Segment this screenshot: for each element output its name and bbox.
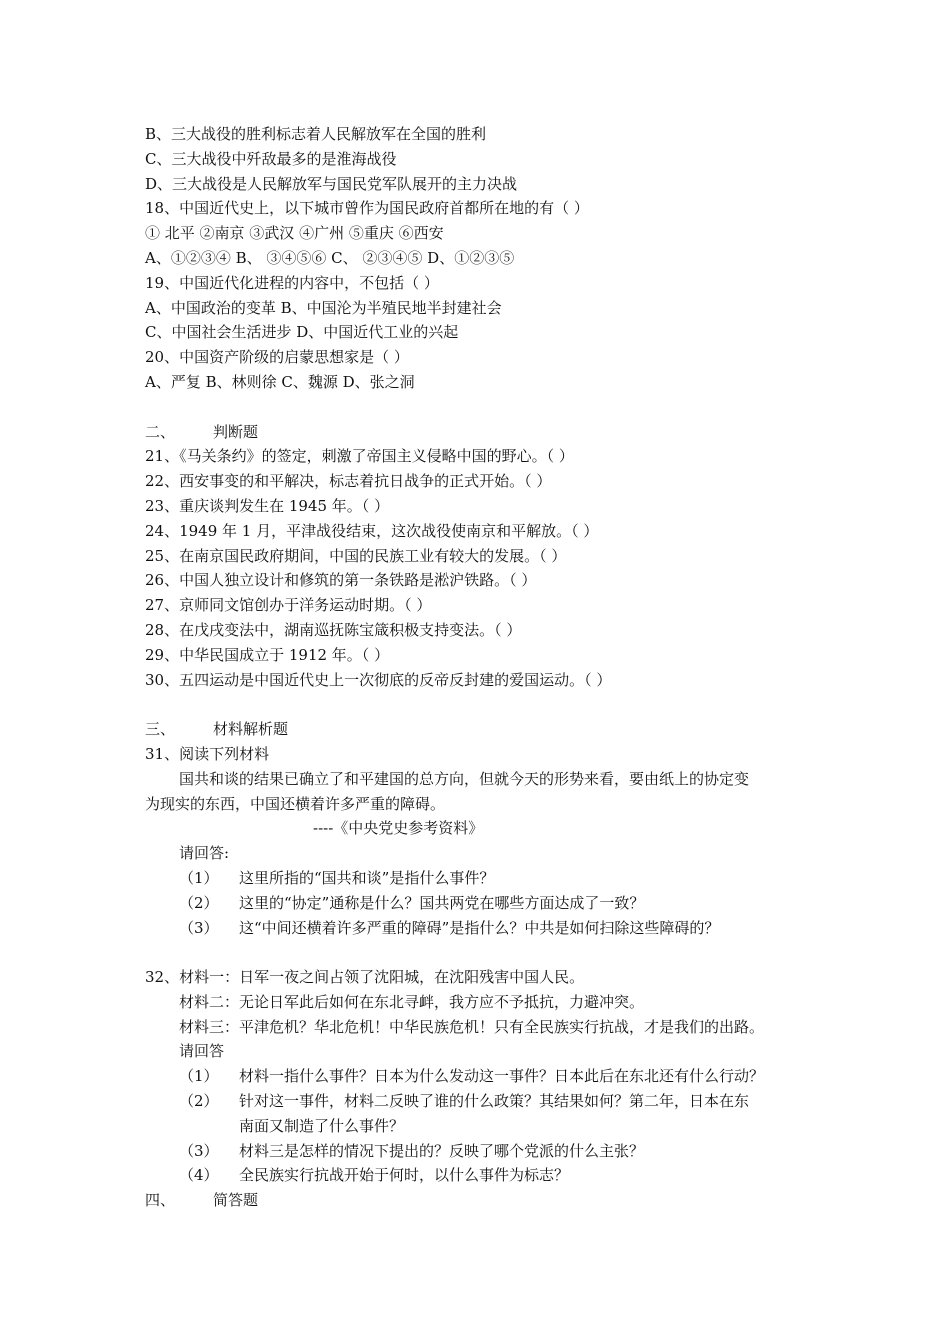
subquestion-text: 这里所指的“国共和谈”是指什么事件？ — [239, 868, 495, 887]
q19-options-cd: C、中国社会生活进步 D、中国近代工业的兴起 — [145, 323, 459, 342]
q31-subquestion — [145, 866, 825, 891]
q31-material-line-2: 为现实的东西，中国还横着许多严重的障碍。 — [145, 794, 446, 813]
judgment-item: 24、1949 年 1 月，平津战役结束，这次战役使南京和平解放。（ ） — [145, 521, 599, 540]
q19-stem: 19、中国近代化进程的内容中，不包括（ ） — [145, 273, 439, 292]
judgment-item: 26、中国人独立设计和修筑的第一条铁路是淞沪铁路。（ ） — [145, 571, 537, 590]
section-heading-material — [145, 717, 825, 742]
q18-stem: 18、中国近代史上，以下城市曾作为国民政府首都所在地的有（ ） — [145, 199, 589, 218]
section-number: 三、 — [145, 720, 176, 739]
q32-material-2: 材料二：无论日军此后如何在东北寻衅，我方应不予抵抗，力避冲突。 — [179, 992, 645, 1011]
subquestion-number: （1） — [179, 1067, 219, 1086]
q18-options: A、①②③④ B、 ③④⑤⑥ C、 ②③④⑤ D、①②③⑤ — [145, 248, 515, 267]
section-title: 判断题 — [213, 422, 259, 441]
q31-subquestion — [145, 916, 825, 941]
spacer — [145, 940, 825, 965]
spacer — [145, 395, 825, 420]
q32-subquestion — [145, 1139, 825, 1164]
subquestion-number: （1） — [179, 868, 219, 887]
document-page — [145, 122, 825, 1213]
section-heading-short-answer — [145, 1188, 825, 1213]
judgment-item: 25、在南京国民政府期间，中国的民族工业有较大的发展。（ ） — [145, 546, 567, 565]
q32-material-3: 材料三：平津危机？华北危机！中华民族危机！只有全民族实行抗战，才是我们的出路。 — [179, 1017, 765, 1036]
q32-subquestion — [145, 1163, 825, 1188]
section-number: 四、 — [145, 1191, 176, 1210]
q32-subquestion — [145, 1064, 825, 1089]
section-title: 简答题 — [213, 1191, 259, 1210]
judgment-item: 28、在戊戌变法中，湖南巡抚陈宝箴积极支持变法。（ ） — [145, 620, 522, 639]
subquestion-text: 材料一指什么事件？日本为什么发动这一事件？日本此后在东北还有什么行动？ — [239, 1067, 765, 1086]
subquestion-text: 这“中间还横着许多严重的障碍”是指什么？中共是如何扫除这些障碍的？ — [239, 918, 720, 937]
judgment-item: 23、重庆谈判发生在 1945 年。（ ） — [145, 496, 390, 515]
q32-subquestion — [145, 1089, 825, 1114]
q19-options-ab: A、中国政治的变革 B、中国沦为半殖民地半封建社会 — [145, 298, 502, 317]
judgment-item: 29、中华民国成立于 1912 年。（ ） — [145, 645, 390, 664]
judgment-item: 27、京师同文馆创办于洋务运动时期。（ ） — [145, 596, 432, 615]
q32-ask: 请回答 — [179, 1042, 225, 1061]
subquestion-number: （3） — [179, 918, 219, 937]
q18-items: ① 北平 ②南京 ③武汉 ④广州 ⑤重庆 ⑥西安 — [145, 224, 444, 243]
q32-subquestion-continued: 南面又制造了什么事件？ — [239, 1116, 405, 1135]
judgment-item: 21、《马关条约》的签定，刺激了帝国主义侵略中国的野心。（ ） — [145, 447, 574, 466]
q20-options: A、严复 B、林则徐 C、魏源 D、张之洞 — [145, 372, 415, 391]
subquestion-text: 这里的“协定”通称是什么？国共两党在哪些方面达成了一致？ — [239, 893, 645, 912]
q31-material-line-1: 国共和谈的结果已确立了和平建国的总方向，但就今天的形势来看，要由纸上的协定变 — [179, 769, 750, 788]
subquestion-number: （4） — [179, 1166, 219, 1185]
q20-stem: 20、中国资产阶级的启蒙思想家是（ ） — [145, 348, 409, 367]
q17-option-d: D、三大战役是人民解放军与国民党军队展开的主力决战 — [145, 174, 518, 193]
judgment-item: 22、西安事变的和平解决，标志着抗日战争的正式开始。（ ） — [145, 472, 552, 491]
q31-stem: 31、阅读下列材料 — [145, 744, 270, 763]
subquestion-number: （3） — [179, 1141, 219, 1160]
subquestion-text: 材料三是怎样的情况下提出的？反映了哪个党派的什么主张？ — [239, 1141, 645, 1160]
section-heading-judgment — [145, 420, 825, 445]
section-title: 材料解析题 — [213, 720, 289, 739]
q31-ask: 请回答: — [179, 844, 230, 863]
subquestion-text: 针对这一事件，材料二反映了谁的什么政策？其结果如何？第二年，日本在东 — [239, 1092, 750, 1111]
subquestion-text: 全民族实行抗战开始于何时，以什么事件为标志？ — [239, 1166, 570, 1185]
q32-material-1: 32、材料一：日军一夜之间占领了沈阳城，在沈阳残害中国人民。 — [145, 968, 585, 987]
subquestion-number: （2） — [179, 893, 219, 912]
q17-option-c: C、三大战役中歼敌最多的是淮海战役 — [145, 149, 397, 168]
section-number: 二、 — [145, 422, 176, 441]
q17-option-b: B、三大战役的胜利标志着人民解放军在全国的胜利 — [145, 125, 487, 143]
q31-source: ----《中央党史参考资料》 — [313, 819, 484, 838]
q31-subquestion — [145, 891, 825, 916]
judgment-item: 30、五四运动是中国近代史上一次彻底的反帝反封建的爱国运动。（ ） — [145, 670, 612, 689]
spacer — [145, 692, 825, 717]
subquestion-number: （2） — [179, 1092, 219, 1111]
